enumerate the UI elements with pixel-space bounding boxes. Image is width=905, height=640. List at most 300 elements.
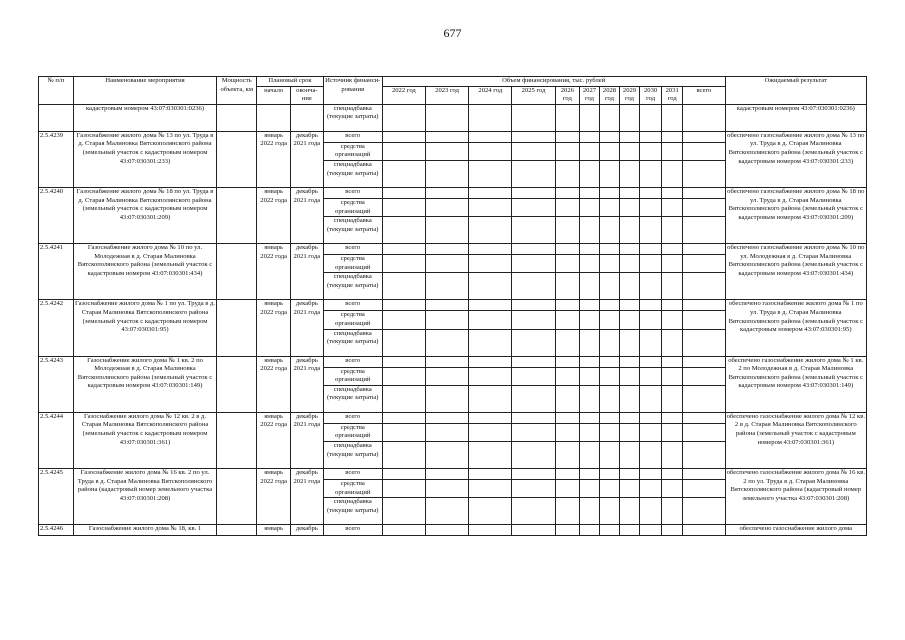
row-end: декабрь 2021 года — [291, 244, 324, 300]
funding-value-cell — [382, 131, 425, 142]
row-capacity — [217, 187, 257, 243]
row-result: обеспечено газоснабжение жилого дома № 18 по ул. Труда в д. Старая Малиновка Вятскополянского района (земельный участок с кадастровым номером 43:07:030301:209) — [725, 187, 866, 243]
funding-value-cell — [640, 198, 662, 216]
table-header — [39, 77, 867, 105]
funding-value-cell — [469, 385, 512, 412]
funding-value-cell — [469, 525, 512, 536]
funding-value-cell — [512, 160, 555, 187]
funding-value-cell — [579, 329, 599, 356]
funding-value-cell — [620, 441, 640, 468]
row-source: всего — [323, 300, 382, 311]
header-year: 2024 год — [469, 86, 512, 104]
funding-value-cell — [469, 160, 512, 187]
funding-value-cell — [683, 273, 725, 300]
row-name: Газоснабжение жилого дома № 13 по ул. Труда в д. Старая Малиновка Вятскополянского района (земельный участок с кадастровым номером 43:07:030301:233) — [73, 131, 216, 187]
funding-value-cell — [683, 525, 725, 536]
funding-value-cell — [620, 300, 640, 311]
funding-value-cell — [662, 385, 683, 412]
row-name: кадастровым номером 43:07:030301:0236) — [73, 104, 216, 131]
row-source: средства организаций — [323, 479, 382, 497]
funding-value-cell — [425, 423, 468, 441]
row-source: всего — [323, 187, 382, 198]
funding-value-cell — [599, 131, 619, 142]
header-start: начало — [257, 86, 291, 104]
funding-value-cell — [555, 142, 579, 160]
header-year: 2022 год — [382, 86, 425, 104]
funding-value-cell — [683, 187, 725, 198]
funding-value-cell — [555, 104, 579, 131]
funding-value-cell — [640, 525, 662, 536]
table-row — [39, 412, 867, 423]
funding-value-cell — [512, 131, 555, 142]
funding-value-cell — [683, 498, 725, 525]
funding-value-cell — [382, 255, 425, 273]
row-name: Газоснабжение жилого дома № 10 по ул. Молодежная в д. Старая Малиновка Вятскополянского района (земельный участок с кадастровым номером 43:07:030301:434) — [73, 244, 216, 300]
row-name: Газоснабжение жилого дома № 12 кв. 2 в д. Старая Малиновка Вятскополянского района (земельный участок с кадастровым номером 43:07:030301:361) — [73, 412, 216, 468]
funding-value-cell — [555, 187, 579, 198]
funding-value-cell — [555, 367, 579, 385]
funding-value-cell — [662, 300, 683, 311]
funding-value-cell — [469, 441, 512, 468]
funding-value-cell — [469, 423, 512, 441]
funding-value-cell — [683, 468, 725, 479]
funding-value-cell — [620, 131, 640, 142]
funding-value-cell — [382, 300, 425, 311]
funding-value-cell — [683, 311, 725, 329]
funding-value-cell — [640, 160, 662, 187]
funding-value-cell — [425, 273, 468, 300]
funding-value-cell — [555, 198, 579, 216]
funding-value-cell — [579, 244, 599, 255]
funding-value-cell — [662, 142, 683, 160]
funding-value-cell — [512, 142, 555, 160]
row-start — [257, 104, 291, 131]
funding-value-cell — [469, 187, 512, 198]
funding-value-cell — [662, 525, 683, 536]
funding-value-cell — [579, 385, 599, 412]
funding-value-cell — [469, 104, 512, 131]
funding-value-cell — [512, 441, 555, 468]
funding-value-cell — [662, 468, 683, 479]
funding-value-cell — [662, 441, 683, 468]
funding-value-cell — [555, 217, 579, 244]
funding-value-cell — [620, 525, 640, 536]
funding-value-cell — [599, 255, 619, 273]
funding-value-cell — [620, 187, 640, 198]
row-source: спецнадбавка (текущие затраты) — [323, 441, 382, 468]
funding-value-cell — [662, 479, 683, 497]
funding-value-cell — [599, 441, 619, 468]
funding-value-cell — [382, 498, 425, 525]
funding-value-cell — [640, 300, 662, 311]
page-number: 677 — [443, 26, 462, 40]
funding-value-cell — [683, 329, 725, 356]
funding-value-cell — [382, 217, 425, 244]
table-row — [39, 356, 867, 367]
funding-value-cell — [599, 187, 619, 198]
row-start: январь — [257, 525, 291, 536]
header-year: 2030 год — [640, 86, 662, 104]
row-source: спецнадбавка (текущие затраты) — [323, 160, 382, 187]
row-capacity — [217, 468, 257, 524]
row-result: обеспечено газоснабжение жилого дома № 16 кв. 2 по ул. Труда в д. Старая Малиновка Вятскополянского района (кадастровый номер земельного участка 43:07:030301:208) — [725, 468, 866, 524]
row-source: спецнадбавка (текущие затраты) — [323, 273, 382, 300]
funding-value-cell — [425, 311, 468, 329]
row-result: обеспечено газоснабжение жилого дома № 12 кв. 2 в д. Старая Малиновка Вятскополянского района (земельный участок с кадастровым номером 43:07:030301:361) — [725, 412, 866, 468]
funding-value-cell — [620, 273, 640, 300]
funding-value-cell — [425, 160, 468, 187]
funding-value-cell — [620, 356, 640, 367]
funding-value-cell — [579, 311, 599, 329]
funding-value-cell — [382, 423, 425, 441]
funding-value-cell — [640, 412, 662, 423]
financing-table — [38, 76, 867, 536]
funding-value-cell — [579, 160, 599, 187]
funding-value-cell — [640, 255, 662, 273]
header-capacity: Мощность объекта, км — [217, 77, 257, 105]
funding-value-cell — [662, 329, 683, 356]
funding-value-cell — [599, 300, 619, 311]
funding-value-cell — [469, 311, 512, 329]
funding-value-cell — [579, 356, 599, 367]
table-row — [39, 187, 867, 198]
row-name: Газоснабжение жилого дома № 16 кв. 2 по ул. Труда в д. Старая Малиновка Вятскополянского района (кадастровый номер земельного участка 43:07:030301:208) — [73, 468, 216, 524]
row-source: спецнадбавка (текущие затраты) — [323, 498, 382, 525]
header-total: всего — [683, 86, 725, 104]
funding-value-cell — [579, 131, 599, 142]
funding-value-cell — [512, 244, 555, 255]
funding-value-cell — [555, 255, 579, 273]
funding-value-cell — [469, 255, 512, 273]
row-capacity — [217, 356, 257, 412]
funding-value-cell — [599, 311, 619, 329]
funding-value-cell — [469, 198, 512, 216]
funding-value-cell — [555, 160, 579, 187]
financing-table-sheet — [38, 76, 867, 593]
funding-value-cell — [512, 412, 555, 423]
funding-value-cell — [425, 244, 468, 255]
funding-value-cell — [512, 104, 555, 131]
funding-value-cell — [620, 412, 640, 423]
funding-value-cell — [640, 441, 662, 468]
funding-value-cell — [382, 142, 425, 160]
funding-value-cell — [382, 160, 425, 187]
row-source: средства организаций — [323, 423, 382, 441]
funding-value-cell — [425, 187, 468, 198]
funding-value-cell — [620, 255, 640, 273]
funding-value-cell — [425, 104, 468, 131]
funding-value-cell — [382, 329, 425, 356]
funding-value-cell — [662, 311, 683, 329]
table-row — [39, 468, 867, 479]
funding-value-cell — [662, 367, 683, 385]
funding-value-cell — [469, 498, 512, 525]
row-number: 2.5.4240 — [39, 187, 74, 243]
funding-value-cell — [599, 356, 619, 367]
funding-value-cell — [599, 385, 619, 412]
funding-value-cell — [640, 385, 662, 412]
funding-value-cell — [512, 356, 555, 367]
funding-value-cell — [683, 300, 725, 311]
funding-value-cell — [555, 498, 579, 525]
funding-value-cell — [579, 104, 599, 131]
row-source: всего — [323, 468, 382, 479]
funding-value-cell — [683, 142, 725, 160]
funding-value-cell — [683, 244, 725, 255]
funding-value-cell — [512, 300, 555, 311]
funding-value-cell — [620, 311, 640, 329]
funding-value-cell — [512, 273, 555, 300]
funding-value-cell — [425, 468, 468, 479]
funding-value-cell — [640, 479, 662, 497]
funding-value-cell — [555, 385, 579, 412]
funding-value-cell — [662, 498, 683, 525]
header-period: Плановый срок — [257, 77, 323, 87]
row-source: всего — [323, 412, 382, 423]
funding-value-cell — [382, 385, 425, 412]
header-year: 2028 год — [599, 86, 619, 104]
funding-value-cell — [599, 423, 619, 441]
row-source: всего — [323, 356, 382, 367]
funding-value-cell — [662, 198, 683, 216]
funding-value-cell — [425, 525, 468, 536]
row-source: спецнадбавка (текущие затраты) — [323, 329, 382, 356]
row-number: 2.5.4239 — [39, 131, 74, 187]
funding-value-cell — [662, 255, 683, 273]
funding-value-cell — [425, 300, 468, 311]
funding-value-cell — [640, 356, 662, 367]
funding-value-cell — [640, 142, 662, 160]
funding-value-cell — [620, 160, 640, 187]
row-start: январь 2022 года — [257, 468, 291, 524]
table-row — [39, 131, 867, 142]
funding-value-cell — [469, 244, 512, 255]
row-name: Газоснабжение жилого дома № 1 по ул. Труда в д. Старая Малиновка Вятскополянского района (земельный участок с кадастровым номером 43:07:030301:95) — [73, 300, 216, 356]
funding-value-cell — [555, 311, 579, 329]
funding-value-cell — [512, 479, 555, 497]
row-capacity — [217, 525, 257, 536]
row-result: кадастровым номером 43:07:030301:0236) — [725, 104, 866, 131]
funding-value-cell — [512, 498, 555, 525]
funding-value-cell — [469, 356, 512, 367]
funding-value-cell — [512, 217, 555, 244]
funding-value-cell — [382, 441, 425, 468]
funding-value-cell — [382, 412, 425, 423]
funding-value-cell — [512, 329, 555, 356]
funding-value-cell — [469, 479, 512, 497]
row-number: 2.5.4245 — [39, 468, 74, 524]
funding-value-cell — [599, 329, 619, 356]
funding-value-cell — [579, 217, 599, 244]
funding-value-cell — [683, 198, 725, 216]
row-start: январь 2022 года — [257, 244, 291, 300]
funding-value-cell — [555, 479, 579, 497]
funding-value-cell — [620, 142, 640, 160]
funding-value-cell — [579, 498, 599, 525]
row-result: обеспечено газоснабжение жилого дома № 13 по ул. Труда в д. Старая Малиновка Вятскополянского района (земельный участок с кадастровым номером 43:07:030301:233) — [725, 131, 866, 187]
funding-value-cell — [599, 412, 619, 423]
row-source: спецнадбавка (текущие затраты) — [323, 385, 382, 412]
funding-value-cell — [599, 498, 619, 525]
row-result: обеспечено газоснабжение жилого дома № 1 по ул. Труда в д. Старая Малиновка Вятскополянского района (земельный участок с кадастровым номером 43:07:030301:95) — [725, 300, 866, 356]
funding-value-cell — [555, 525, 579, 536]
funding-value-cell — [555, 131, 579, 142]
funding-value-cell — [425, 412, 468, 423]
funding-value-cell — [555, 273, 579, 300]
funding-value-cell — [382, 468, 425, 479]
funding-value-cell — [512, 468, 555, 479]
row-start: январь 2022 года — [257, 187, 291, 243]
funding-value-cell — [620, 423, 640, 441]
funding-value-cell — [599, 468, 619, 479]
row-capacity — [217, 244, 257, 300]
funding-value-cell — [469, 412, 512, 423]
row-capacity — [217, 300, 257, 356]
funding-value-cell — [469, 300, 512, 311]
funding-value-cell — [683, 367, 725, 385]
row-start: январь 2022 года — [257, 356, 291, 412]
row-result: обеспечено газоснабжение жилого дома — [725, 525, 866, 536]
funding-value-cell — [555, 423, 579, 441]
funding-value-cell — [425, 441, 468, 468]
row-number: 2.5.4242 — [39, 300, 74, 356]
funding-value-cell — [555, 468, 579, 479]
table-row — [39, 525, 867, 536]
funding-value-cell — [512, 423, 555, 441]
funding-value-cell — [469, 131, 512, 142]
funding-value-cell — [662, 356, 683, 367]
funding-value-cell — [555, 356, 579, 367]
header-num: № п/п — [39, 77, 74, 105]
funding-value-cell — [683, 131, 725, 142]
funding-value-cell — [382, 525, 425, 536]
header-year: 2023 год — [425, 86, 468, 104]
funding-value-cell — [512, 311, 555, 329]
funding-value-cell — [599, 104, 619, 131]
funding-value-cell — [662, 187, 683, 198]
funding-value-cell — [640, 244, 662, 255]
table-row — [39, 244, 867, 255]
funding-value-cell — [425, 356, 468, 367]
funding-value-cell — [555, 244, 579, 255]
row-capacity — [217, 104, 257, 131]
header-funding: Объем финансирования, тыс. рублей — [382, 77, 725, 87]
funding-value-cell — [425, 142, 468, 160]
funding-value-cell — [599, 160, 619, 187]
header-year: 2027 год — [579, 86, 599, 104]
funding-value-cell — [662, 423, 683, 441]
funding-value-cell — [512, 255, 555, 273]
row-source: средства организаций — [323, 198, 382, 216]
funding-value-cell — [683, 441, 725, 468]
funding-value-cell — [620, 217, 640, 244]
funding-value-cell — [683, 104, 725, 131]
header-year: 2026 год — [555, 86, 579, 104]
header-end: оконча-ние — [291, 86, 324, 104]
funding-value-cell — [640, 367, 662, 385]
row-source: средства организаций — [323, 142, 382, 160]
header-name: Наименование мероприятия — [73, 77, 216, 105]
row-name: Газоснабжение жилого дома № 18, кв. 1 — [73, 525, 216, 536]
row-capacity — [217, 412, 257, 468]
row-name: Газоснабжение жилого дома № 1 кв. 2 по Молодежная в д. Старая Малиновка Вятскополянского района (земельный участок с кадастровым номером 43:07:030301:149) — [73, 356, 216, 412]
funding-value-cell — [425, 479, 468, 497]
funding-value-cell — [662, 217, 683, 244]
header-result: Ожидаемый результат — [725, 77, 866, 105]
funding-value-cell — [599, 198, 619, 216]
funding-value-cell — [683, 255, 725, 273]
row-name: Газоснабжение жилого дома № 18 по ул. Труда в д. Старая Малиновка Вятскополянского района (земельный участок с кадастровым номером 43:07:030301:209) — [73, 187, 216, 243]
funding-value-cell — [620, 244, 640, 255]
funding-value-cell — [683, 356, 725, 367]
funding-value-cell — [662, 104, 683, 131]
funding-value-cell — [683, 412, 725, 423]
funding-value-cell — [382, 311, 425, 329]
funding-value-cell — [555, 300, 579, 311]
row-capacity — [217, 131, 257, 187]
funding-value-cell — [469, 468, 512, 479]
funding-value-cell — [382, 244, 425, 255]
funding-value-cell — [640, 311, 662, 329]
row-end: декабрь 2021 года — [291, 300, 324, 356]
funding-value-cell — [382, 479, 425, 497]
funding-value-cell — [620, 329, 640, 356]
funding-value-cell — [579, 423, 599, 441]
row-number: 2.5.4243 — [39, 356, 74, 412]
funding-value-cell — [382, 187, 425, 198]
funding-value-cell — [662, 131, 683, 142]
funding-value-cell — [579, 525, 599, 536]
funding-value-cell — [469, 329, 512, 356]
funding-value-cell — [599, 367, 619, 385]
funding-value-cell — [425, 385, 468, 412]
row-source: спецнадбавка (текущие затраты) — [323, 217, 382, 244]
funding-value-cell — [382, 198, 425, 216]
row-end — [291, 104, 324, 131]
row-result: обеспечено газоснабжение жилого дома № 10 по ул. Молодежная в д. Старая Малиновка Вятскополянского района (земельный участок с кадастровым номером 43:07:030301:434) — [725, 244, 866, 300]
table-body — [39, 104, 867, 535]
row-end: декабрь 2021 года — [291, 187, 324, 243]
row-source: всего — [323, 131, 382, 142]
funding-value-cell — [640, 329, 662, 356]
row-end: декабрь 2021 года — [291, 356, 324, 412]
row-end: декабрь 2021 года — [291, 412, 324, 468]
funding-value-cell — [662, 412, 683, 423]
table-row — [39, 104, 867, 131]
funding-value-cell — [599, 142, 619, 160]
funding-value-cell — [599, 217, 619, 244]
funding-value-cell — [469, 273, 512, 300]
funding-value-cell — [512, 198, 555, 216]
funding-value-cell — [425, 498, 468, 525]
funding-value-cell — [512, 385, 555, 412]
funding-value-cell — [662, 160, 683, 187]
funding-value-cell — [425, 198, 468, 216]
funding-value-cell — [469, 142, 512, 160]
funding-value-cell — [579, 187, 599, 198]
funding-value-cell — [579, 255, 599, 273]
funding-value-cell — [620, 198, 640, 216]
funding-value-cell — [620, 385, 640, 412]
table-row — [39, 300, 867, 311]
row-end: декабрь 2021 года — [291, 131, 324, 187]
row-start: январь 2022 года — [257, 300, 291, 356]
funding-value-cell — [512, 525, 555, 536]
funding-value-cell — [469, 217, 512, 244]
funding-value-cell — [425, 367, 468, 385]
funding-value-cell — [683, 217, 725, 244]
funding-value-cell — [640, 468, 662, 479]
